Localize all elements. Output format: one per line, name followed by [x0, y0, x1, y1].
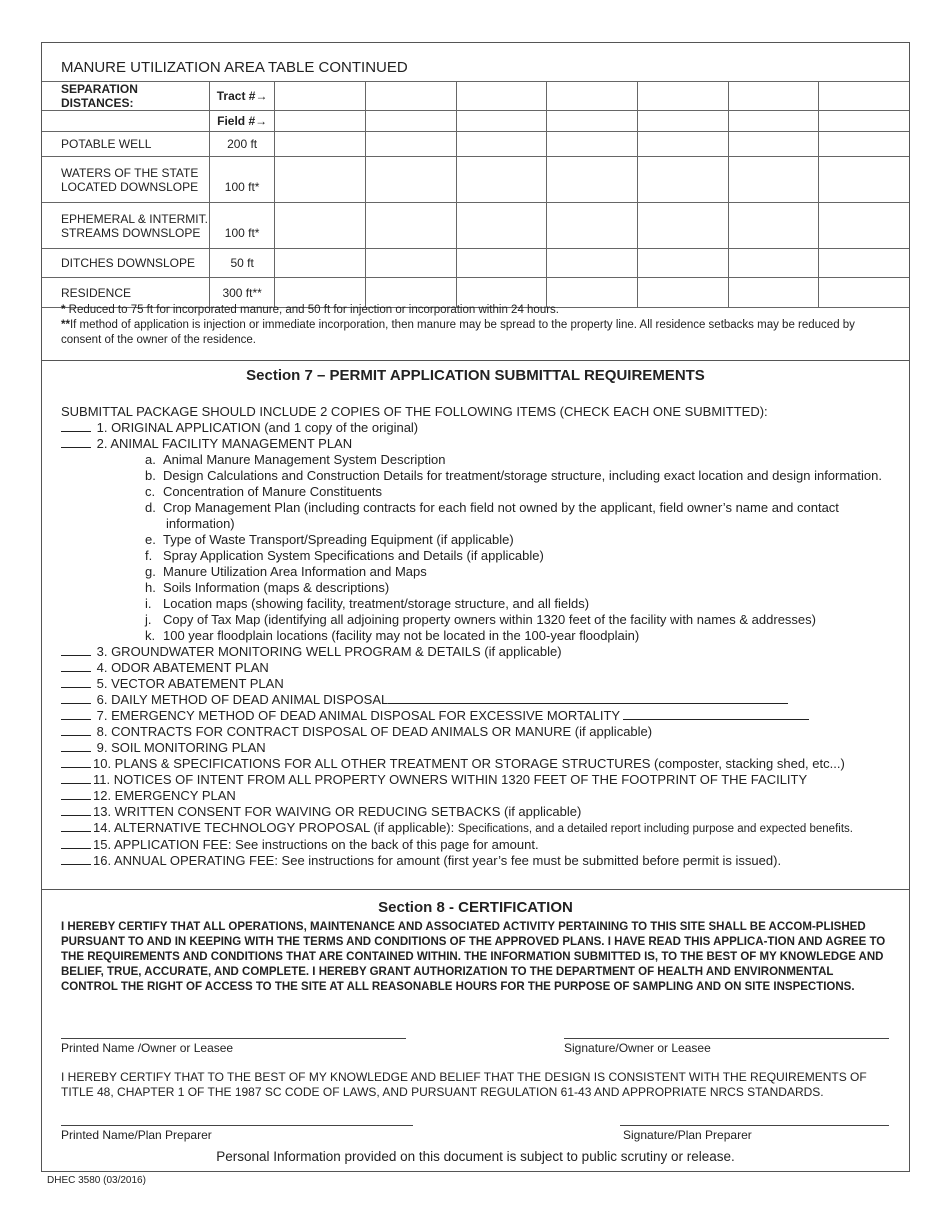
check-blank: [61, 708, 91, 720]
field-cell[interactable]: [547, 111, 638, 132]
privacy-notice: Personal Information provided on this document is subject to public scrutiny or release.: [216, 1149, 735, 1164]
row-distance: 100 ft*: [209, 157, 275, 203]
list-item[interactable]: 10. PLANS & SPECIFICATIONS FOR ALL OTHER TREATMENT OR STORAGE STRUCTURES (composter, stacking shed, etc...): [61, 756, 901, 772]
design-certification: I HEREBY CERTIFY THAT TO THE BEST OF MY KNOWLEDGE AND BELIEF THAT THE DESIGN IS CONSISTENT WITH THE REQUIREMENTS OF TITLE 48, CHAPTER 1 OF THE 1987 SC CODE OF LAWS, AND PURSUANT REGULATION 61-43 AND APPROPRIATE NRCS STANDARDS.: [61, 1070, 867, 1099]
tract-cell[interactable]: [728, 82, 819, 111]
list-item[interactable]: 14. ALTERNATIVE TECHNOLOGY PROPOSAL (if applicable): Specifications, and a detailed report including purpose and expected benefits.: [61, 820, 901, 837]
sub-item: k. 100 year floodplain locations (facility may not be located in the 100-year floodplain): [145, 628, 640, 643]
list-item[interactable]: 1. ORIGINAL APPLICATION (and 1 copy of the original): [61, 420, 901, 436]
divider: [42, 889, 909, 890]
printed-preparer-line[interactable]: [61, 1125, 413, 1126]
field-cell[interactable]: [638, 111, 729, 132]
row-label: EPHEMERAL & INTERMIT. STREAMS DOWNSLOPE: [42, 203, 209, 249]
sub-item: a. Animal Manure Management System Description: [145, 452, 446, 467]
list-item[interactable]: 8. CONTRACTS FOR CONTRACT DISPOSAL OF DEAD ANIMALS OR MANURE (if applicable): [61, 724, 901, 740]
tract-cell[interactable]: [456, 82, 547, 111]
list-item[interactable]: 11. NOTICES OF INTENT FROM ALL PROPERTY OWNERS WITHIN 1320 FEET OF THE FOOTPRINT OF THE FACILITY: [61, 772, 901, 788]
section7-title: Section 7 – PERMIT APPLICATION SUBMITTAL REQUIREMENTS: [246, 367, 705, 384]
check-blank: [61, 788, 91, 800]
check-blank: [61, 692, 91, 704]
separation-distances-table: [42, 81, 909, 308]
tract-cell[interactable]: [366, 82, 457, 111]
sub-item: c. Concentration of Manure Constituents: [145, 484, 382, 499]
table-row: [42, 249, 909, 278]
check-blank: [61, 837, 91, 849]
check-blank: [61, 676, 91, 688]
tract-cell[interactable]: [275, 82, 366, 111]
tract-cell[interactable]: [638, 82, 729, 111]
list-item[interactable]: 5. VECTOR ABATEMENT PLAN: [61, 676, 901, 692]
signature-preparer-line[interactable]: [620, 1125, 889, 1126]
divider: [42, 360, 909, 361]
sub-item: h. Soils Information (maps & descriptions): [145, 580, 390, 595]
sub-item: j. Copy of Tax Map (identifying all adjoining property owners within 1320 feet of the facility with names & addresses): [145, 612, 816, 627]
check-blank: [61, 756, 91, 768]
list-item[interactable]: 2. ANIMAL FACILITY MANAGEMENT PLAN: [61, 436, 901, 452]
field-cell[interactable]: [366, 111, 457, 132]
row-distance: 300 ft**: [209, 278, 275, 308]
list-item[interactable]: 15. APPLICATION FEE: See instructions on the back of this page for amount.: [61, 837, 901, 853]
submittal-lead: SUBMITTAL PACKAGE SHOULD INCLUDE 2 COPIES OF THE FOLLOWING ITEMS (CHECK EACH ONE SUBMITTED):: [61, 404, 768, 419]
sub-item: f. Spray Application System Specifications and Details (if applicable): [145, 548, 544, 563]
row-distance: 50 ft: [209, 249, 275, 278]
sub-item: b. Design Calculations and Construction Details for treatment/storage structure, including exact location and design information.: [145, 468, 882, 483]
fill-line: [623, 708, 809, 720]
printed-preparer-label: Printed Name/Plan Preparer: [61, 1128, 212, 1142]
check-blank: [61, 853, 91, 865]
signature-preparer-label: Signature/Plan Preparer: [623, 1128, 752, 1142]
check-blank: [61, 436, 91, 448]
sub-item: g. Manure Utilization Area Information and Maps: [145, 564, 427, 579]
check-blank: [61, 740, 91, 752]
form-number: DHEC 3580 (03/2016): [47, 1175, 146, 1186]
section8-title: Section 8 - CERTIFICATION: [378, 899, 573, 916]
list-item[interactable]: 13. WRITTEN CONSENT FOR WAIVING OR REDUCING SETBACKS (if applicable): [61, 804, 901, 820]
table-row: [42, 132, 909, 157]
row-distance: 200 ft: [209, 132, 275, 157]
sub-item: d. Crop Management Plan (including contracts for each field not owned by the applicant, field owner’s name and contact information): [145, 500, 839, 531]
check-blank: [61, 724, 91, 736]
separation-header: SEPARATION DISTANCES:: [42, 82, 209, 111]
field-label: Field #→: [209, 111, 275, 132]
table-title: MANURE UTILIZATION AREA TABLE CONTINUED: [61, 59, 408, 76]
signature-owner-label: Signature/Owner or Leasee: [564, 1041, 711, 1055]
printed-owner-label: Printed Name /Owner or Leasee: [61, 1041, 234, 1055]
list-item[interactable]: 7. EMERGENCY METHOD OF DEAD ANIMAL DISPOSAL FOR EXCESSIVE MORTALITY: [61, 708, 901, 724]
tract-cell[interactable]: [819, 82, 909, 111]
check-blank: [61, 644, 91, 656]
table-row: [42, 111, 909, 132]
check-blank: [61, 804, 91, 816]
form-page: [41, 42, 910, 1172]
tract-label: Tract #→: [209, 82, 275, 111]
table-row: [42, 82, 909, 111]
field-cell[interactable]: [456, 111, 547, 132]
list-item[interactable]: 12. EMERGENCY PLAN: [61, 788, 901, 804]
field-cell[interactable]: [275, 111, 366, 132]
fill-line: [388, 692, 788, 704]
table-notes: * Reduced to 75 ft for incorporated manure, and 50 ft for injection or incorporation within 24 hours. **If method of application is injection or immediate incorporation, then manure may be spread to the property line. All residence setbacks may be reduced by consent of the owner of the residence.: [61, 304, 855, 346]
list-item[interactable]: 4. ODOR ABATEMENT PLAN: [61, 660, 901, 676]
row-label: POTABLE WELL: [42, 132, 209, 157]
certification-statement: I HEREBY CERTIFY THAT ALL OPERATIONS, MAINTENANCE AND ASSOCIATED ACTIVITY PERTAINING TO THIS SITE SHALL BE ACCOM-PLISHED PURSUANT TO AND IN KEEPING WITH THE TERMS AND CONDITIONS OF THE APPROVED PLANS. I HAVE READ THIS APPLICA-TION AND AGREE TO THE REQUIREMENTS AND CONDITIONS THAT ARE CONTAINED WITHIN. THE INFORMATION SUBMITTED IS, TO THE BEST OF MY KNOWLEDGE AND BELIEF, TRUE, ACCURATE, AND COMPLETE. I HEREBY GRANT AUTHORIZATION TO THE DEPARTMENT OF HEALTH AND ENVIRONMENTAL CONTROL THE RIGHT OF ACCESS TO THE SITE AT ALL REASONABLE HOURS FOR THE PURPOSE OF SAMPLING AND ON SITE INSPECTIONS.: [61, 921, 886, 993]
list-item[interactable]: 9. SOIL MONITORING PLAN: [61, 740, 901, 756]
list-item[interactable]: 3. GROUNDWATER MONITORING WELL PROGRAM & DETAILS (if applicable): [61, 644, 901, 660]
printed-owner-line[interactable]: [61, 1038, 406, 1039]
table-row: [42, 203, 909, 249]
field-cell[interactable]: [728, 111, 819, 132]
row-distance: 100 ft*: [209, 203, 275, 249]
row-label: DITCHES DOWNSLOPE: [42, 249, 209, 278]
check-blank: [61, 772, 91, 784]
tract-cell[interactable]: [547, 82, 638, 111]
list-item[interactable]: 6. DAILY METHOD OF DEAD ANIMAL DISPOSAL: [61, 692, 901, 708]
signature-owner-line[interactable]: [564, 1038, 889, 1039]
submittal-checklist: [61, 420, 901, 869]
check-blank: [61, 820, 91, 832]
field-cell[interactable]: [819, 111, 909, 132]
table-row: [42, 157, 909, 203]
row-label: RESIDENCE: [42, 278, 209, 308]
sub-item: e. Type of Waste Transport/Spreading Equipment (if applicable): [145, 532, 514, 547]
check-blank: [61, 660, 91, 672]
row-label: WATERS OF THE STATE LOCATED DOWNSLOPE: [42, 157, 209, 203]
sub-item: i. Location maps (showing facility, treatment/storage structure, and all fields): [145, 596, 590, 611]
check-blank: [61, 420, 91, 432]
list-item[interactable]: 16. ANNUAL OPERATING FEE: See instructions for amount (first year’s fee must be submitted before permit is issued).: [61, 853, 901, 869]
